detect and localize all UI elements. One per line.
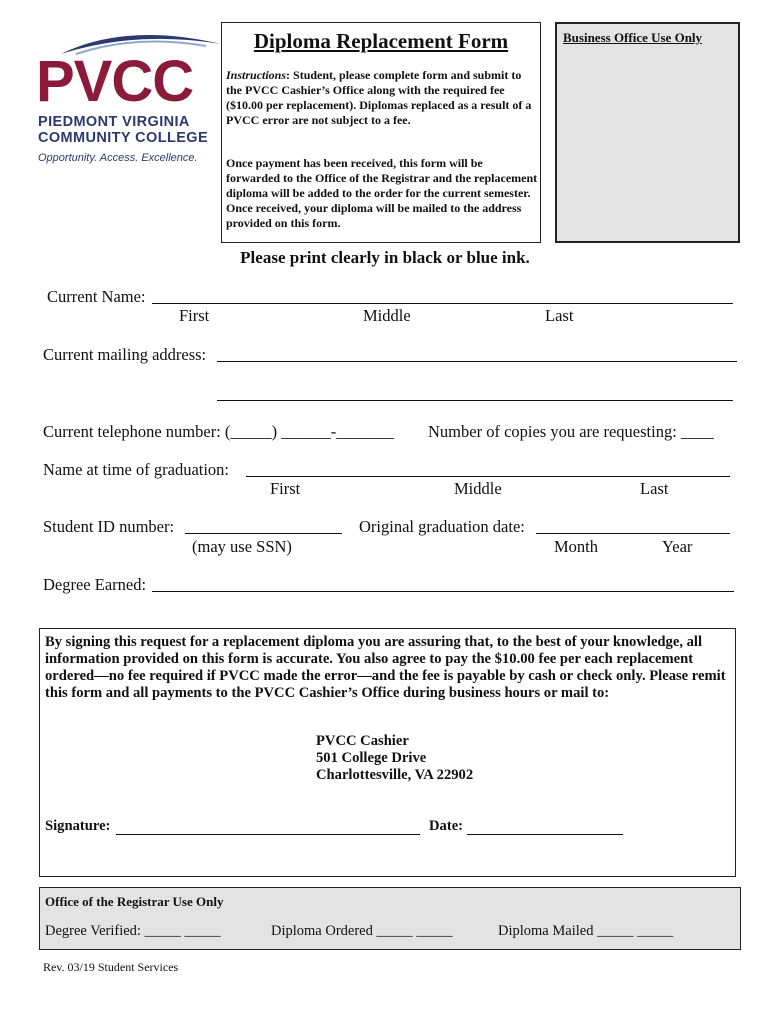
student-id-label: Student ID number: <box>43 517 175 536</box>
instructions-text <box>226 68 538 128</box>
degree-verified-field: Degree Verified: _____ _____ <box>45 923 221 939</box>
current-name-label: Current Name: <box>47 287 146 306</box>
business-office-label: Business Office Use Only <box>563 30 703 45</box>
cashier-address-line-3: Charlottesville, VA 22902 <box>316 767 474 783</box>
form-title: Diploma Replacement Form <box>253 29 509 53</box>
date-label: Date: <box>429 818 464 834</box>
diploma-ordered-field: Diploma Ordered _____ _____ <box>271 923 453 939</box>
revision-note: Rev. 03/19 Student Services <box>43 960 179 974</box>
copies-field[interactable]: Number of copies you are requesting: ____ <box>428 422 714 441</box>
business-office-box <box>555 22 740 243</box>
date-input[interactable] <box>467 834 623 835</box>
diploma-mailed-field: Diploma Mailed _____ _____ <box>498 923 674 939</box>
student-id-note: (may use SSN) <box>192 537 292 556</box>
pvcc-logo <box>36 28 216 178</box>
mailing-address-input-2[interactable] <box>217 400 733 401</box>
current-name-last-label: Last <box>545 306 574 325</box>
current-name-first-label: First <box>179 306 210 325</box>
logo-tagline: Opportunity. Access. Excellence. <box>38 152 198 164</box>
graduation-name-input[interactable] <box>246 476 730 477</box>
graduation-first-label: First <box>270 479 301 498</box>
instructions-box <box>221 22 541 243</box>
logo-wordmark: PVCC <box>36 49 194 114</box>
logo-line-1: PIEDMONT VIRGINIA <box>38 114 190 130</box>
graduation-date-label: Original graduation date: <box>359 517 525 536</box>
student-id-input[interactable] <box>185 533 342 534</box>
degree-earned-input[interactable] <box>152 591 734 592</box>
graduation-last-label: Last <box>640 479 669 498</box>
telephone-field[interactable]: Current telephone number: (_____) ______-_______ <box>43 422 395 441</box>
signature-input[interactable] <box>116 834 420 835</box>
instructions-label: Instructions <box>226 68 287 82</box>
current-name-middle-label: Middle <box>363 306 411 325</box>
agreement-paragraph: By signing this request for a replacement diploma you are assuring that, to the best of your knowledge, all information provided on this form is accurate. You also agree to pay the $10.00 fee per each replacement ordered—no fee required if PVCC made the error—and the fee is payable by cash or check only. Please remit this form and all payments to the PVCC Cashier’s Office during business hours or mail to: <box>45 634 726 701</box>
graduation-year-label: Year <box>662 537 693 556</box>
instructions-body: : Student, please complete form and submit to the PVCC Cashier’s Office along with the required fee ($10.00 per replacement). Diplomas replaced as a result of a PVCC error are not subject to a fee. <box>226 68 532 127</box>
registrar-title: Office of the Registrar Use Only <box>45 894 224 909</box>
degree-earned-label: Degree Earned: <box>43 575 147 594</box>
current-name-input[interactable] <box>152 303 733 304</box>
payment-note: Once payment has been received, this form will be forwarded to the Office of the Registrar and the replacement diploma will be added to the order for the current semester. Once received, your diploma will be mailed to the address provided on this form. <box>226 156 538 230</box>
registrar-box <box>39 887 741 950</box>
cashier-address-line-1: PVCC Cashier <box>316 733 409 749</box>
graduation-middle-label: Middle <box>454 479 502 498</box>
mailing-address-label: Current mailing address: <box>43 345 207 364</box>
graduation-name-label: Name at time of graduation: <box>43 460 230 479</box>
mailing-address-input-1[interactable] <box>217 361 737 362</box>
logo-line-2: COMMUNITY COLLEGE <box>38 130 209 146</box>
agreement-box <box>39 628 736 877</box>
signature-label: Signature: <box>45 818 111 834</box>
graduation-month-label: Month <box>554 537 599 556</box>
graduation-date-input[interactable] <box>536 533 730 534</box>
cashier-address-line-2: 501 College Drive <box>316 750 427 766</box>
print-note: Please print clearly in black or blue ink. <box>240 248 530 267</box>
